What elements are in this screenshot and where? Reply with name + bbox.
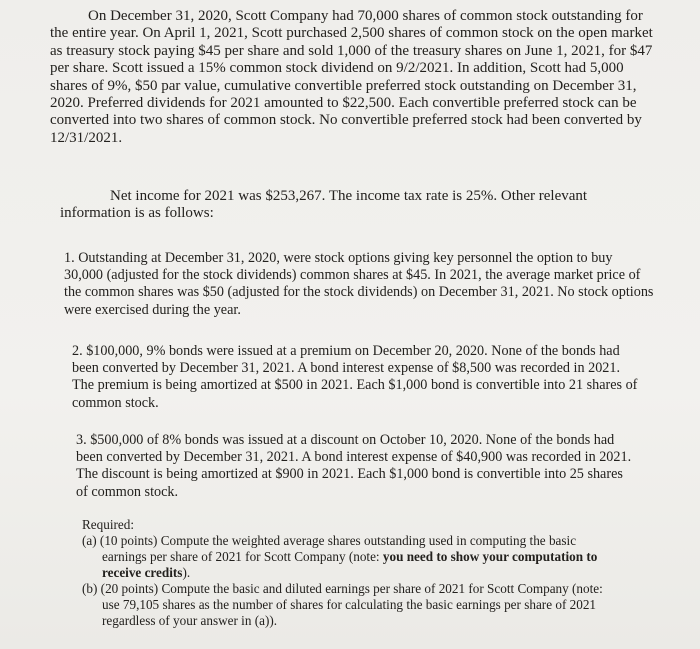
part-a-bold-note: you need to show your computation to receive credits: [102, 549, 598, 580]
required-section: [82, 517, 622, 629]
required-heading: Required:: [82, 517, 135, 532]
net-income-paragraph: [60, 188, 660, 223]
info-item-3: 3. $500,000 of 8% bonds was issued at a discount on October 10, 2020. None of the bonds had been converted by December 31, 2021. A bond interest expense of $40,900 was recorded in 2021. The discount is being amortized at $900 in 2021. Each $1,000 bond is convertible into 25 shares of common stock.: [76, 432, 632, 500]
part-a-text: (a) (10 points) Compute the weighted average shares outstanding used in computing the basic earnings per share of 2021 for Scott Company (note:: [82, 533, 577, 564]
info-item-2: 2. $100,000, 9% bonds were issued at a premium on December 20, 2020. None of the bonds had been converted by December 31, 2021. A bond interest expense of $8,500 was recorded in 2021. The premium is being amortized at $500 in 2021. Each $1,000 bond is convertible into 21 shares of common stock.: [72, 343, 638, 411]
net-income-text: Net income for 2021 was $253,267. The income tax rate is 25%. Other relevant information is as follows:: [60, 188, 588, 222]
part-a-end: ).: [182, 565, 191, 580]
info-item-1: 1. Outstanding at December 31, 2020, were stock options giving key personnel the option to buy 30,000 (adjusted for the stock dividends) common shares at $45. In 2021, the average market price of the common shares was $50 (adjusted for the stock dividends) on December 31, 2021. No stock options were exercised during the year.: [64, 250, 654, 318]
intro-paragraph: [50, 8, 660, 147]
required-part-a: [82, 533, 622, 581]
intro-text: On December 31, 2020, Scott Company had 70,000 shares of common stock outstanding for the entire year. On April 1, 2021, Scott purchased 2,500 shares of common stock on the open market as treasury stock paying $45 per share and sold 1,000 of the treasury shares on June 1, 2021, for $47 per share. Scott issued a 15% common stock dividend on 9/2/2021. In addition, Scott had 5,000 shares of 9%, $50 par value, cumulative convertible preferred stock outstanding on December 31, 2020. Preferred dividends for 2021 amounted to $22,500. Each convertible preferred stock can be converted into two shares of common stock. No convertible preferred stock had been converted by 12/31/2021.: [50, 8, 653, 146]
required-part-b: (b) (20 points) Compute the basic and diluted earnings per share of 2021 for Scott Company (note: use 79,105 shares as the number of shares for calculating the basic earnings per share of 2021 regardless of your answer in (a)).: [82, 581, 603, 628]
